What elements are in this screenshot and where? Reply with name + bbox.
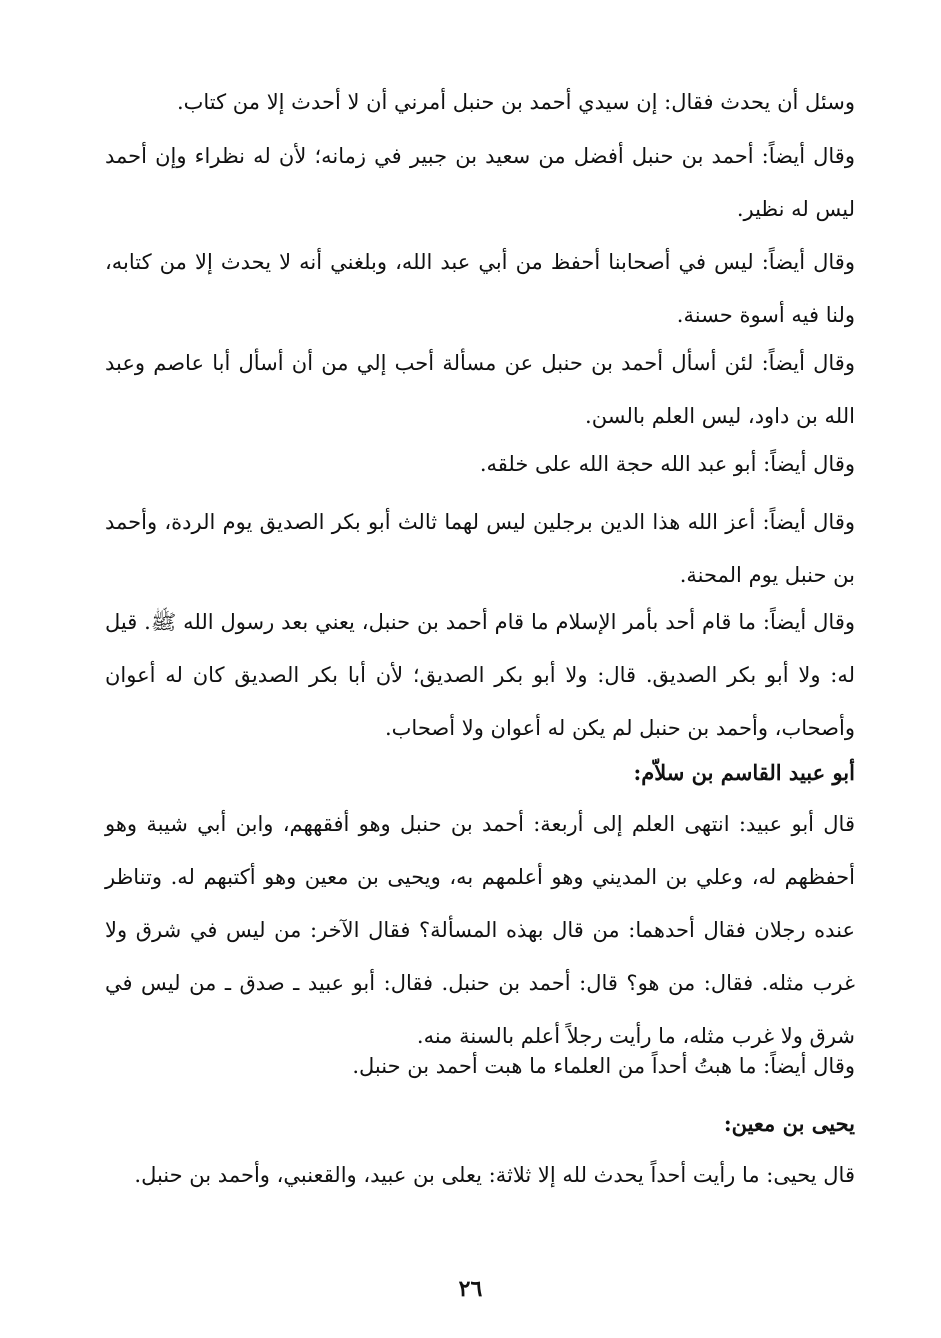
section-heading: يحيى بن معين:	[723, 1111, 855, 1136]
paragraph: وقال أيضاً: لئن أسأل أحمد بن حنبل عن مسألة أحب إلي من أن أسأل أبا عاصم وعبد الله بن داود، ليس العلم بالسن.	[105, 351, 855, 428]
paragraph: وسئل أن يحدث فقال: إن سيدي أحمد بن حنبل أمرني أن لا أحدث إلا من كتاب.	[176, 90, 855, 114]
paragraph: وقال أيضاً: أبو عبد الله حجة الله على خلقه.	[479, 452, 855, 476]
paragraph: وقال أيضاً: أحمد بن حنبل أفضل من سعيد بن جبير في زمانه؛ لأن له نظراء وإن أحمد ليس له نظير.	[105, 144, 855, 221]
paragraph: قال يحيى: ما رأيت أحداً يحدث لله إلا ثلاثة: يعلى بن عبيد، والقعنبي، وأحمد بن حنبل.	[134, 1163, 855, 1187]
paragraph: وقال أيضاً: ما هبتُ أحداً من العلماء ما هبت أحمد بن حنبل.	[352, 1054, 855, 1078]
paragraph: وقال أيضاً: ليس في أصحابنا أحفظ من أبي عبد الله، وبلغني أنه لا يحدث إلا من كتابه، ولنا فيه أسوة حسنة.	[105, 250, 855, 327]
section-heading: أبو عبيد القاسم بن سلاّم:	[633, 760, 855, 785]
paragraph: وقال أيضاً: ما قام أحد بأمر الإسلام ما قام أحمد بن حنبل، يعني بعد رسول الله ﷺ. قيل له: ولا أبو بكر الصديق. قال: ولا أبو بكر الصديق؛ لأن أبا بكر الصديق كان له أعوان وأصحاب، وأحمد بن حنبل لم يكن له أعوان ولا أصحاب.	[105, 610, 855, 740]
page-number: ٢٦	[458, 1276, 483, 1302]
paragraph: وقال أيضاً: أعز الله هذا الدين برجلين ليس لهما ثالث أبو بكر الصديق يوم الردة، وأحمد بن حنبل يوم المحنة.	[105, 510, 855, 587]
paragraph: قال أبو عبيد: انتهى العلم إلى أربعة: أحمد بن حنبل وهو أفقههم، وابن أبي شيبة وهو أحفظهم له، وعلي بن المديني وهو أعلمهم به، ويحيى بن معين وهو أكتبهم له. وتناظر عنده رجلان فقال أحدهما: من قال بهذه المسألة؟ فقال الآخر: من ليس في شرق ولا غرب مثله. فقال: من هو؟ قال: أحمد بن حنبل. فقال: أبو عبيد ـ صدق ـ من ليس في شرق ولا غرب مثله، ما رأيت رجلاً أعلم بالسنة منه.	[105, 812, 855, 1048]
